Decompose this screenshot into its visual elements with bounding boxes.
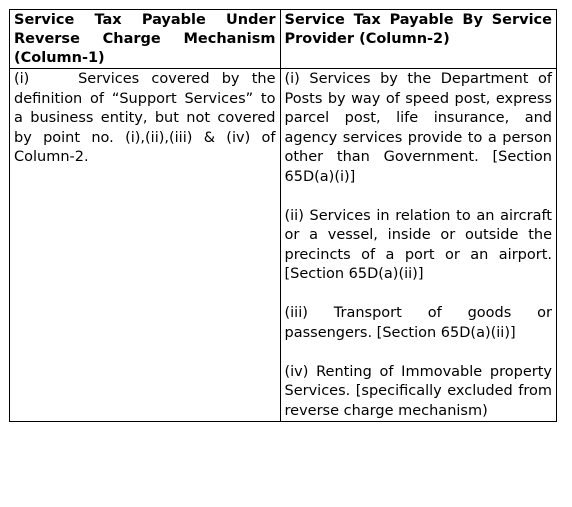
reverse-charge-table bbox=[9, 9, 557, 422]
column-2-header: Service Tax Payable By Service Provider (Column-2) bbox=[280, 10, 557, 69]
body-row bbox=[10, 69, 557, 422]
column-1-cell bbox=[10, 69, 281, 422]
column-1-text: (i) Services covered by the definition of “Support Services” to a business entity, but not covered by point no. (i),(ii),(iii) & (iv) of Column-2. bbox=[14, 71, 276, 165]
column-2-item-4: (iv) Renting of Immovable property Services. [specifically excluded from reverse charge mechanism) bbox=[284, 363, 552, 419]
column-2-cell bbox=[280, 69, 557, 422]
header-row bbox=[10, 10, 557, 69]
column-2-item-3: (iii) Transport of goods or passengers. [Section 65D(a)(ii)] bbox=[284, 305, 552, 341]
column-2-item-2: (ii) Services in relation to an aircraft or a vessel, inside or outside the precincts of a port or an airport. [Section 65D(a)(ii)] bbox=[284, 207, 552, 282]
column-1-header: Service Tax Payable Under Reverse Charge Mechanism (Column-1) bbox=[10, 10, 281, 69]
column-2-item-1: (i) Services by the Department of Posts by way of speed post, express parcel post, life insurance, and agency services provide to a person other than Government. [Section 65D(a)(i)] bbox=[284, 71, 552, 185]
